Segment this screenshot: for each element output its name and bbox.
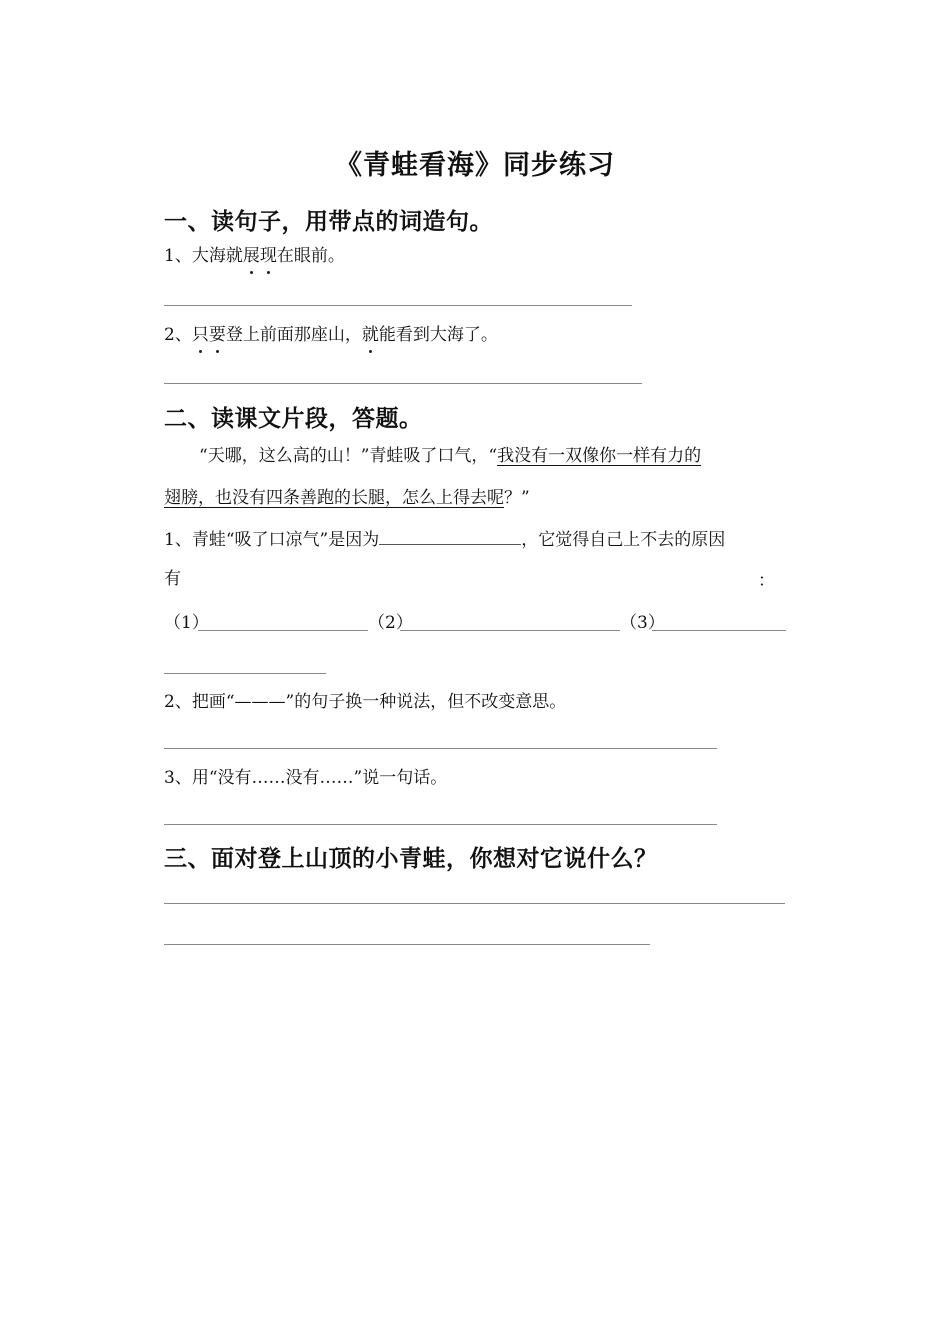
answer-line[interactable] bbox=[164, 748, 717, 749]
answer-line[interactable] bbox=[164, 673, 326, 674]
passage-end: ？” bbox=[504, 488, 530, 508]
s1-q1-after: 在眼前。 bbox=[276, 246, 345, 266]
answer-line[interactable] bbox=[164, 383, 642, 384]
s1-q1-before: 1、大海就 bbox=[164, 246, 243, 266]
section3-heading: 三、面对登上山顶的小青蛙，你想对它说什么？ bbox=[164, 846, 658, 872]
s2-q1-item-2: （2） bbox=[368, 613, 413, 633]
s2-q1-item-3: （3） bbox=[620, 613, 665, 633]
s2-question-1 bbox=[164, 526, 725, 551]
s2-q1-text-b: ，它觉得自己上不去的原因 bbox=[521, 530, 726, 550]
s2-question-3: 3、用“没有……没有……”说一句话。 bbox=[164, 768, 448, 788]
s2-q1-colon: ： bbox=[758, 571, 775, 591]
answer-line[interactable] bbox=[164, 944, 650, 945]
passage-underlined: 我没有一双像你一样有力的 bbox=[497, 446, 702, 466]
dotted-char: 只 bbox=[191, 325, 209, 345]
s1-q2-mid: 登上前面那座山， bbox=[225, 325, 362, 345]
dotted-char: 现 bbox=[259, 246, 277, 266]
answer-line[interactable] bbox=[652, 630, 786, 631]
passage-underlined: 翅膀，也没有四条善跑的长腿，怎么上得去呢 bbox=[164, 488, 504, 508]
section1-heading: 一、读句子，用带点的词造句。 bbox=[164, 209, 493, 235]
s2-question-2: 2、把画“———”的句子换一种说法，但不改变意思。 bbox=[164, 692, 567, 712]
dotted-char: 展 bbox=[242, 246, 260, 266]
answer-line[interactable] bbox=[198, 630, 368, 631]
s1-question-1 bbox=[164, 245, 345, 267]
s1-q2-after: 能看到大海了。 bbox=[378, 325, 498, 345]
s2-q1-text-a: 1、青蛙“吸了口凉气”是因为 bbox=[164, 530, 380, 550]
s2-q1-item-1: （1） bbox=[164, 613, 209, 633]
passage-plain: “天哪，这么高的山！”青蛙吸了口气，“ bbox=[199, 446, 498, 466]
s1-question-2 bbox=[164, 324, 498, 346]
s1-q2-before: 2、 bbox=[164, 325, 192, 345]
section2-heading: 二、读课文片段，答题。 bbox=[164, 406, 423, 432]
answer-line[interactable] bbox=[164, 903, 785, 904]
answer-line[interactable] bbox=[164, 824, 717, 825]
worksheet-title: 《青蛙看海》同步练习 bbox=[335, 150, 615, 181]
s2-q1-text-c: 有 bbox=[164, 569, 181, 589]
dotted-char: 要 bbox=[208, 325, 226, 345]
answer-line[interactable] bbox=[400, 630, 620, 631]
answer-blank[interactable] bbox=[379, 526, 521, 545]
dotted-char: 就 bbox=[361, 325, 379, 345]
answer-line[interactable] bbox=[164, 305, 632, 306]
passage-line-2 bbox=[164, 487, 530, 509]
passage-line-1 bbox=[199, 445, 701, 467]
